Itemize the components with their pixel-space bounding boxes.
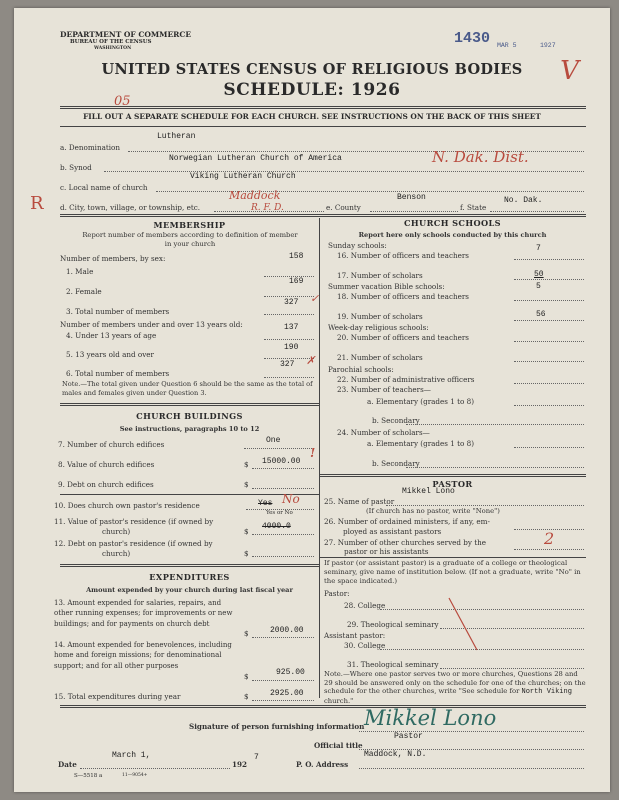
census-schedule-form: DEPARTMENT OF COMMERCE BUREAU OF THE CENSUS WASHINGTON 1430 MAR 5 1927 V UNITED STATES CENSUS OF RELIGIOUS BODIES SCHEDULE: 1926 05 FILL OUT A SEPARATE SCHEDULE FOR EACH CHURCH. SEE INSTRUCTIONS ON THE BACK OF THIS SHEET a. Denomination Lutheran b. Synod Norwegian Lutheran Church of America N. Dak. Dist. c. Local name of church Viking Lutheran Church R d. City, town, village, or township, etc. Maddock R. F. D. e. County Benson f. State No. Dak. MEMBERSHIP Report number of members according to definition of member in your church Number of members, by sex: 158 1. Male 2. Female 169 3. Total number of members 327 ✓ Number of members under and over 13 years old: 4. Under 13 years of age 137 5. 13 years old and over 190 6. Total number of members 327 ✗ Note.—The total given under Question 6 should be the same as the total of males and females given under Question 3. CHURCH BUILDINGS See instructions, paragraphs 10 to 12 7. Number of church edifices One 8. Value of church edifices $ 15000.00 ! 9. Debt on church edifices $ 10. Does church own pastor's residence Yes No Yes or No 11. Value of pastor's residence (if owned by church) $ 4000.0 12. Debt on pastor's residence (if owned by church) $ EXPENDITURES Amount expended by your church during last fiscal year 13. Amount expended for salaries, repairs, and other running expenses; for improvements or new buildings; and for payments on church debt $ 2000.00 14. Amount expended for benevolences, including home and foreign missions; for denominational support; and for all other purposes $ 925.00 15. Total expenditures during year $ 2925.00 CHURCH SCHOOLS Report here only schools conducted by this church Sunday schools: 16. Number of officers and teachers 7 17. Number of scholars 50 Summer vacation Bible schools: 5 18. Number of officers and teachers 19. Number of scholars 56 Week-day religious schools: 20. Number of officers and teachers 21. Number of scholars Parochial schools: 22. Number of administrative officers 23. Number of teachers— a. Elementary (grades 1 to 8) b. Secondary 24. Number of scholars— a. Elementary (grades 1 to 8) b. Secondary PASTOR 25. Name of pastor Mikkel Lono (If church has no pastor, write "None") 26. Number of ordained ministers, if any, em- ployed as assistant pastors 27. Number of other churches served by the pastor or his assistants 2 If pastor (or assistant pastor) is a graduate of a college or theological seminary, give name of institution below. (If not a graduate, write "No" in the space indicated.) Pastor: 28. College 29. Theological seminary Assistant pastor: 30. College 31. Theological seminary Note.—Where one pastor serves two or more churches, Questions 28 and 29 should be answered only on the schedule for one of the churches; on the schedule for the other churches, write "See schedule for North Viking church." Signature of person furnishing information Mikkel Lono Official title Pastor Date March 1, 192 7 P. O. Address Maddock, N.D. S—5518 a 11—9054+ (14, 8, 610, 792)
parochial-label: Parochial schools: (328, 365, 394, 374)
q3-label: 3. Total number of members (66, 307, 170, 316)
membership-title: MEMBERSHIP (153, 220, 226, 230)
q10-value: Yes (258, 499, 273, 508)
pastor-sub-label: Pastor: (324, 589, 350, 598)
q23a-label: a. Elementary (grades 1 to 8) (367, 397, 474, 406)
assistant-label: Assistant pastor: (324, 631, 386, 640)
q13-value: 2000.00 (270, 626, 304, 635)
yes-no-hint: Yes or No (266, 510, 293, 516)
q30-label: 30. College (344, 641, 386, 650)
q26-label: 26. Number of ordained ministers, if any, em- (324, 517, 490, 526)
q4-value: 137 (284, 323, 299, 332)
denomination-label: a. Denomination (60, 143, 120, 152)
official-title-label: Official title (314, 741, 363, 750)
weekday-label: Week-day religious schools: (328, 323, 429, 332)
county-label: e. County (326, 203, 361, 212)
instruction-line: FILL OUT A SEPARATE SCHEDULE FOR EACH CHURCH. SEE INSTRUCTIONS ON THE BACK OF THIS SHEET (83, 112, 541, 121)
buildings-title: CHURCH BUILDINGS (136, 411, 243, 421)
q21-label: 21. Number of scholars (337, 353, 423, 362)
hand-code: 05 (114, 94, 131, 109)
city-label: WASHINGTON (94, 46, 132, 51)
form-title: UNITED STATES CENSUS OF RELIGIOUS BODIES (101, 61, 523, 78)
q27-handwritten: 2 (544, 529, 555, 548)
membership-intro: Report number of members according to definition of member in your church (82, 231, 298, 248)
synod-label: b. Synod (60, 163, 92, 172)
graduate-instructions: If pastor (or assistant pastor) is a graduate of a college or theological seminary, give name of institution below. (If not a graduate, write "No" in the space indicated.) (324, 559, 581, 585)
q5-label: 5. 13 years old and over (66, 350, 154, 359)
official-title-value: Pastor (394, 732, 423, 741)
q23-label: 23. Number of teachers— (337, 385, 431, 394)
q7-value: One (266, 436, 281, 445)
city-handwritten: Maddock (229, 189, 281, 202)
q24-label: 24. Number of scholars— (337, 428, 430, 437)
q17-label: 17. Number of scholars (337, 271, 423, 280)
expenditures-title: EXPENDITURES (149, 572, 230, 582)
q18-value: 5 (536, 282, 541, 291)
q16-label: 16. Number of officers and teachers (337, 251, 469, 260)
year-suffix: 7 (254, 753, 259, 762)
q18-label: 18. Number of officers and teachers (337, 292, 469, 301)
q1-label: 1. Male (66, 267, 94, 276)
q6-label: 6. Total number of members (66, 369, 170, 378)
q24b-label: b. Secondary (372, 459, 420, 468)
q20-label: 20. Number of officers and teachers (337, 333, 469, 342)
q6-value: 327 (280, 360, 295, 369)
membership-note: Note.—The total given under Question 6 should be the same as the total of males and females given under Question 3. (62, 380, 313, 397)
city-field-label: d. City, town, village, or township, etc. (60, 203, 201, 212)
q27-label-cont: pastor or his assistants (344, 547, 429, 556)
q14-value: 925.00 (276, 668, 305, 677)
q12-label: 12. Debt on pastor's residence (if owned by (54, 539, 213, 548)
q10-label: 10. Does church own pastor's residence (54, 501, 200, 510)
q3-value: 327 (284, 298, 299, 307)
q10-handwritten: No (282, 492, 300, 506)
sunday-label: Sunday schools: (328, 241, 387, 250)
form-subtitle: SCHEDULE: 1926 (223, 80, 401, 100)
pastor-note: Note.—Where one pastor serves two or more churches, Questions 28 and 29 should be answered only on the schedule for one of the churches; on the schedule for the other churches, write "See schedule for (324, 670, 586, 695)
rfd-handwritten: R. F. D. (251, 203, 284, 213)
q25-value: Mikkel Lono (402, 487, 455, 496)
q7-label: 7. Number of church edifices (58, 440, 165, 449)
synod-district-handwritten: N. Dak. Dist. (432, 148, 529, 166)
q14-label: 14. Amount expended for benevolences, including home and foreign missions; for denominational support; and for all other purposes (54, 641, 232, 670)
q17-value: 50 (534, 270, 544, 279)
denomination-value: Lutheran (157, 132, 196, 141)
r-mark: R (30, 193, 44, 214)
q15-label: 15. Total expenditures during year (54, 692, 181, 701)
print-code: 11—9054+ (122, 773, 148, 778)
q11-label-cont: church) (102, 527, 131, 536)
pen-stroke (444, 596, 484, 654)
q31-label: 31. Theological seminary (347, 660, 439, 669)
q11-label: 11. Value of pastor's residence (if owned by (54, 517, 214, 526)
q8-value: 15000.00 (262, 457, 301, 466)
form-code: S—5518 a (74, 773, 103, 779)
q4-label: 4. Under 13 years of age (66, 331, 157, 340)
local-name-value: Viking Lutheran Church (190, 172, 296, 181)
q5-value: 190 (284, 343, 299, 352)
q15-value: 2925.00 (270, 689, 304, 698)
bureau-label: BUREAU OF THE CENSUS (70, 39, 152, 45)
county-value: Benson (397, 193, 426, 202)
local-name-label: c. Local name of church (60, 183, 148, 192)
expenditures-sub: Amount expended by your church during last fiscal year (86, 586, 293, 594)
date-label: Date (58, 760, 77, 769)
over13-label: Number of members under and over 13 years old: (60, 320, 243, 329)
state-value: No. Dak. (504, 196, 543, 205)
q27-label: 27. Number of other churches served by the (324, 538, 487, 547)
instruction-rule (60, 126, 586, 127)
q11-value: 4000.0 (262, 522, 291, 531)
members-total-top: 158 (289, 252, 304, 261)
schools-intro: Report here only schools conducted by this church (358, 231, 547, 239)
check-mark: V (557, 56, 582, 86)
q8-label: 8. Value of church edifices (58, 460, 155, 469)
q23b-label: b. Secondary (372, 416, 420, 425)
section-rule (60, 214, 586, 217)
q2-value: 169 (289, 277, 304, 286)
year-prefix: 192 (232, 760, 248, 769)
q25-hint: (If church has no pastor, write "None") (366, 507, 500, 515)
department-label: DEPARTMENT OF COMMERCE (60, 30, 192, 39)
q19-value: 56 (536, 310, 546, 319)
by-sex-label: Number of members, by sex: (60, 254, 166, 263)
q28-label: 28. College (344, 601, 386, 610)
q16-value: 7 (536, 244, 541, 253)
q29-label: 29. Theological seminary (347, 620, 439, 629)
header-rule (60, 106, 586, 109)
stamp-date: MAR 5 (497, 42, 517, 49)
synod-value: Norwegian Lutheran Church of America (169, 154, 342, 163)
stamp-year: 1927 (540, 42, 556, 49)
q9-label: 9. Debt on church edifices (58, 480, 154, 489)
po-label: P. O. Address (296, 760, 349, 769)
column-divider (319, 218, 320, 698)
date-value: March 1, (112, 751, 151, 760)
q22-label: 22. Number of administrative officers (337, 375, 475, 384)
q19-label: 19. Number of scholars (337, 312, 423, 321)
po-value: Maddock, N.D. (364, 750, 427, 759)
state-label: f. State (460, 203, 487, 212)
signature-value: Mikkel Lono (364, 706, 497, 730)
stamp-number: 1430 (454, 30, 491, 47)
summer-label: Summer vacation Bible schools: (328, 282, 445, 291)
schools-title: CHURCH SCHOOLS (404, 218, 501, 228)
note-church-name: North Viking (521, 688, 572, 696)
buildings-sub: See instructions, paragraphs 10 to 12 (119, 425, 260, 433)
pastor-note-end: church." (324, 696, 354, 705)
q13-label: 13. Amount expended for salaries, repairs, and other running expenses; for improvements or new buildings; and for payments on church debt (54, 599, 233, 628)
q2-label: 2. Female (66, 287, 102, 296)
q24a-label: a. Elementary (grades 1 to 8) (367, 439, 474, 448)
q25-label: 25. Name of pastor (324, 497, 395, 506)
signature-label: Signature of person furnishing information (189, 722, 365, 731)
pastor-title: PASTOR (432, 479, 473, 489)
q26-label-cont: ployed as assistant pastors (343, 527, 442, 536)
q12-label-cont: church) (102, 549, 131, 558)
